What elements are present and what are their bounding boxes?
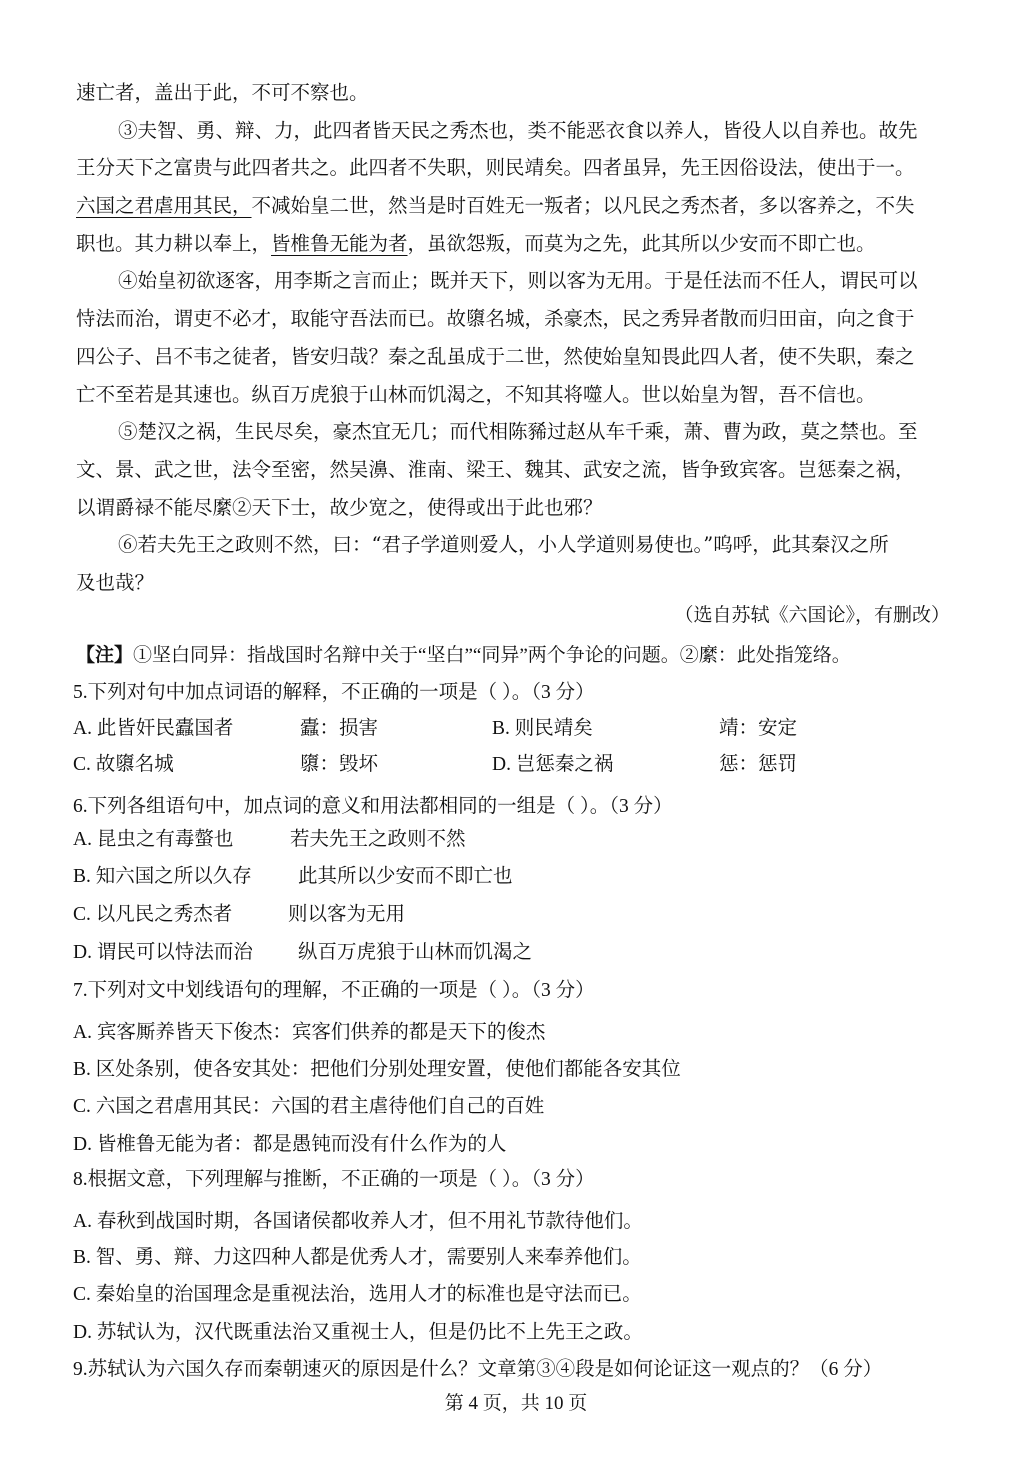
passage-line: 速亡者，盖出于此，不可不察也。 bbox=[76, 81, 369, 104]
passage-line: ⑥若夫先王之政则不然，曰：“君子学道则爱人，小人学道则易使也。”呜呼，此其秦汉之所 bbox=[118, 533, 889, 557]
q5-option-d: D. 岂惩秦之祸 bbox=[492, 754, 614, 775]
q6-option-a-second: 若夫先王之政则不然 bbox=[290, 829, 466, 850]
q5-option-b: B. 则民靖矣 bbox=[492, 718, 593, 739]
q7-option-c: C. 六国之君虐用其民：六国的君主虐待他们自己的百姓 bbox=[73, 1096, 545, 1117]
q5-option-a: A. 此皆奸民蠹国者 bbox=[73, 718, 234, 739]
q8-option-a: A. 春秋到战国时期，各国诸侯都收养人才，但不用礼节款待他们。 bbox=[73, 1211, 643, 1232]
passage-line: 王分天下之富贵与此四者共之。此四者不失职，则民靖矣。四者虽异，先王因俗设法，使出于一。 bbox=[76, 156, 915, 180]
q6-option-d-second: 纵百万虎狼于山林而饥渴之 bbox=[298, 942, 533, 963]
page-footer: 第 4 页，共 10 页 bbox=[444, 1393, 588, 1414]
question-6-stem: 6.下列各组语句中，加点词的意义和用法都相同的一组是（ ）。（3 分） bbox=[73, 796, 673, 817]
q7-option-d: D. 皆椎鲁无能为者：都是愚钝而没有什么作为的人 bbox=[73, 1134, 507, 1155]
q5-option-c: C. 故隳名城 bbox=[73, 754, 174, 775]
passage-line: ⑤楚汉之祸，生民尽矣，豪杰宜无几；而代相陈豨过赵从车千乘，萧、曹为政，莫之禁也。至 bbox=[118, 420, 918, 444]
passage-text: ，虽欲怨叛，而莫为之先，此其所以少安而不即亡也。 bbox=[407, 231, 876, 255]
annotation-note bbox=[76, 640, 851, 667]
q5-option-b-gloss: 靖：安定 bbox=[719, 718, 798, 739]
passage-text: 职也。其力耕以奉上， bbox=[76, 231, 272, 255]
q6-option-b-second: 此其所以少安而不即亡也 bbox=[298, 866, 513, 887]
passage-line: 文、景、武之世，法令至密，然吴濞、淮南、梁王、魏其、武安之流，皆争致宾客。岂惩秦之祸， bbox=[76, 457, 915, 481]
q7-option-a: A. 宾客厮养皆天下俊杰：宾客们供养的都是天下的俊杰 bbox=[73, 1022, 546, 1043]
underlined-phrase: 六国之君虐用其民， bbox=[76, 194, 252, 218]
passage bbox=[76, 74, 960, 602]
question-5-stem: 5.下列对句中加点词语的解释，不正确的一项是（ ）。（3 分） bbox=[73, 682, 595, 703]
q8-option-d: D. 苏轼认为，汉代既重法治又重视士人，但是仍比不上先王之政。 bbox=[73, 1322, 643, 1343]
passage-line: 及也哉？ bbox=[76, 570, 155, 594]
q5-option-a-gloss: 蠹：损害 bbox=[300, 718, 379, 739]
q7-option-b: B. 区处条别，使各安其处：把他们分别处理安置，使他们都能各安其位 bbox=[73, 1059, 681, 1080]
passage-line bbox=[76, 187, 960, 225]
q6-option-c-second: 则以客为无用 bbox=[288, 904, 406, 925]
passage-text: 不减始皇二世，然当是时百姓无一叛者；以凡民之秀杰者，多以客养之，不失 bbox=[251, 194, 915, 218]
passage-line: 四公子、吕不韦之徒者，皆安归哉？秦之乱虽成于二世，然使始皇知畏此四人者，使不失职，秦之 bbox=[76, 344, 915, 368]
passage-line: ③夫智、勇、辩、力，此四者皆天民之秀杰也，类不能恶衣食以养人，皆役人以自养也。故先 bbox=[118, 118, 918, 142]
q6-option-d-first: D. 谓民可以恃法而治 bbox=[73, 942, 253, 963]
passage-line bbox=[76, 225, 960, 263]
passage-line: 亡不至若是其速也。纵百万虎狼于山林而饥渴之，不知其将噬人。世以始皇为智，吾不信也。 bbox=[76, 382, 876, 406]
q6-option-b-first: B. 知六国之所以久存 bbox=[73, 866, 252, 887]
passage-line: 以谓爵禄不能尽縻②天下士，故少宽之，使得或出于此也邪？ bbox=[76, 495, 603, 519]
q6-option-c-first: C. 以凡民之秀杰者 bbox=[73, 904, 233, 925]
question-9-stem: 9.苏轼认为六国久存而秦朝速灭的原因是什么？文章第③④段是如何论证这一观点的？（6 分） bbox=[73, 1359, 883, 1380]
passage-source: （选自苏轼《六国论》，有删改） bbox=[674, 604, 950, 626]
q8-option-c: C. 秦始皇的治国理念是重视法治，选用人才的标准也是守法而已。 bbox=[73, 1284, 642, 1305]
note-label: 【注】 bbox=[76, 645, 134, 666]
note-text: ①坚白同异：指战国时名辩中关于“坚白”“同异”两个争论的问题。②縻：此处指笼络。 bbox=[133, 645, 851, 666]
q5-option-d-gloss: 惩：惩罚 bbox=[719, 754, 798, 775]
question-8-stem: 8.根据文意，下列理解与推断，不正确的一项是（ ）。（3 分） bbox=[73, 1169, 595, 1190]
q6-option-a-first: A. 昆虫之有毒螫也 bbox=[73, 829, 234, 850]
passage-line: ④始皇初欲逐客，用李斯之言而止；既并天下，则以客为无用。于是任法而不任人，谓民可以 bbox=[118, 269, 918, 293]
q8-option-b: B. 智、勇、辩、力这四种人都是优秀人才，需要别人来奉养他们。 bbox=[73, 1247, 642, 1268]
passage-line: 恃法而治，谓吏不必才，取能守吾法而已。故隳名城，杀豪杰，民之秀异者散而归田亩，向之食于 bbox=[76, 307, 915, 331]
q5-option-c-gloss: 隳：毁坏 bbox=[300, 754, 379, 775]
underlined-phrase: 皆椎鲁无能为者 bbox=[271, 231, 408, 255]
question-7-stem: 7.下列对文中划线语句的理解，不正确的一项是（ ）。（3 分） bbox=[73, 980, 595, 1001]
